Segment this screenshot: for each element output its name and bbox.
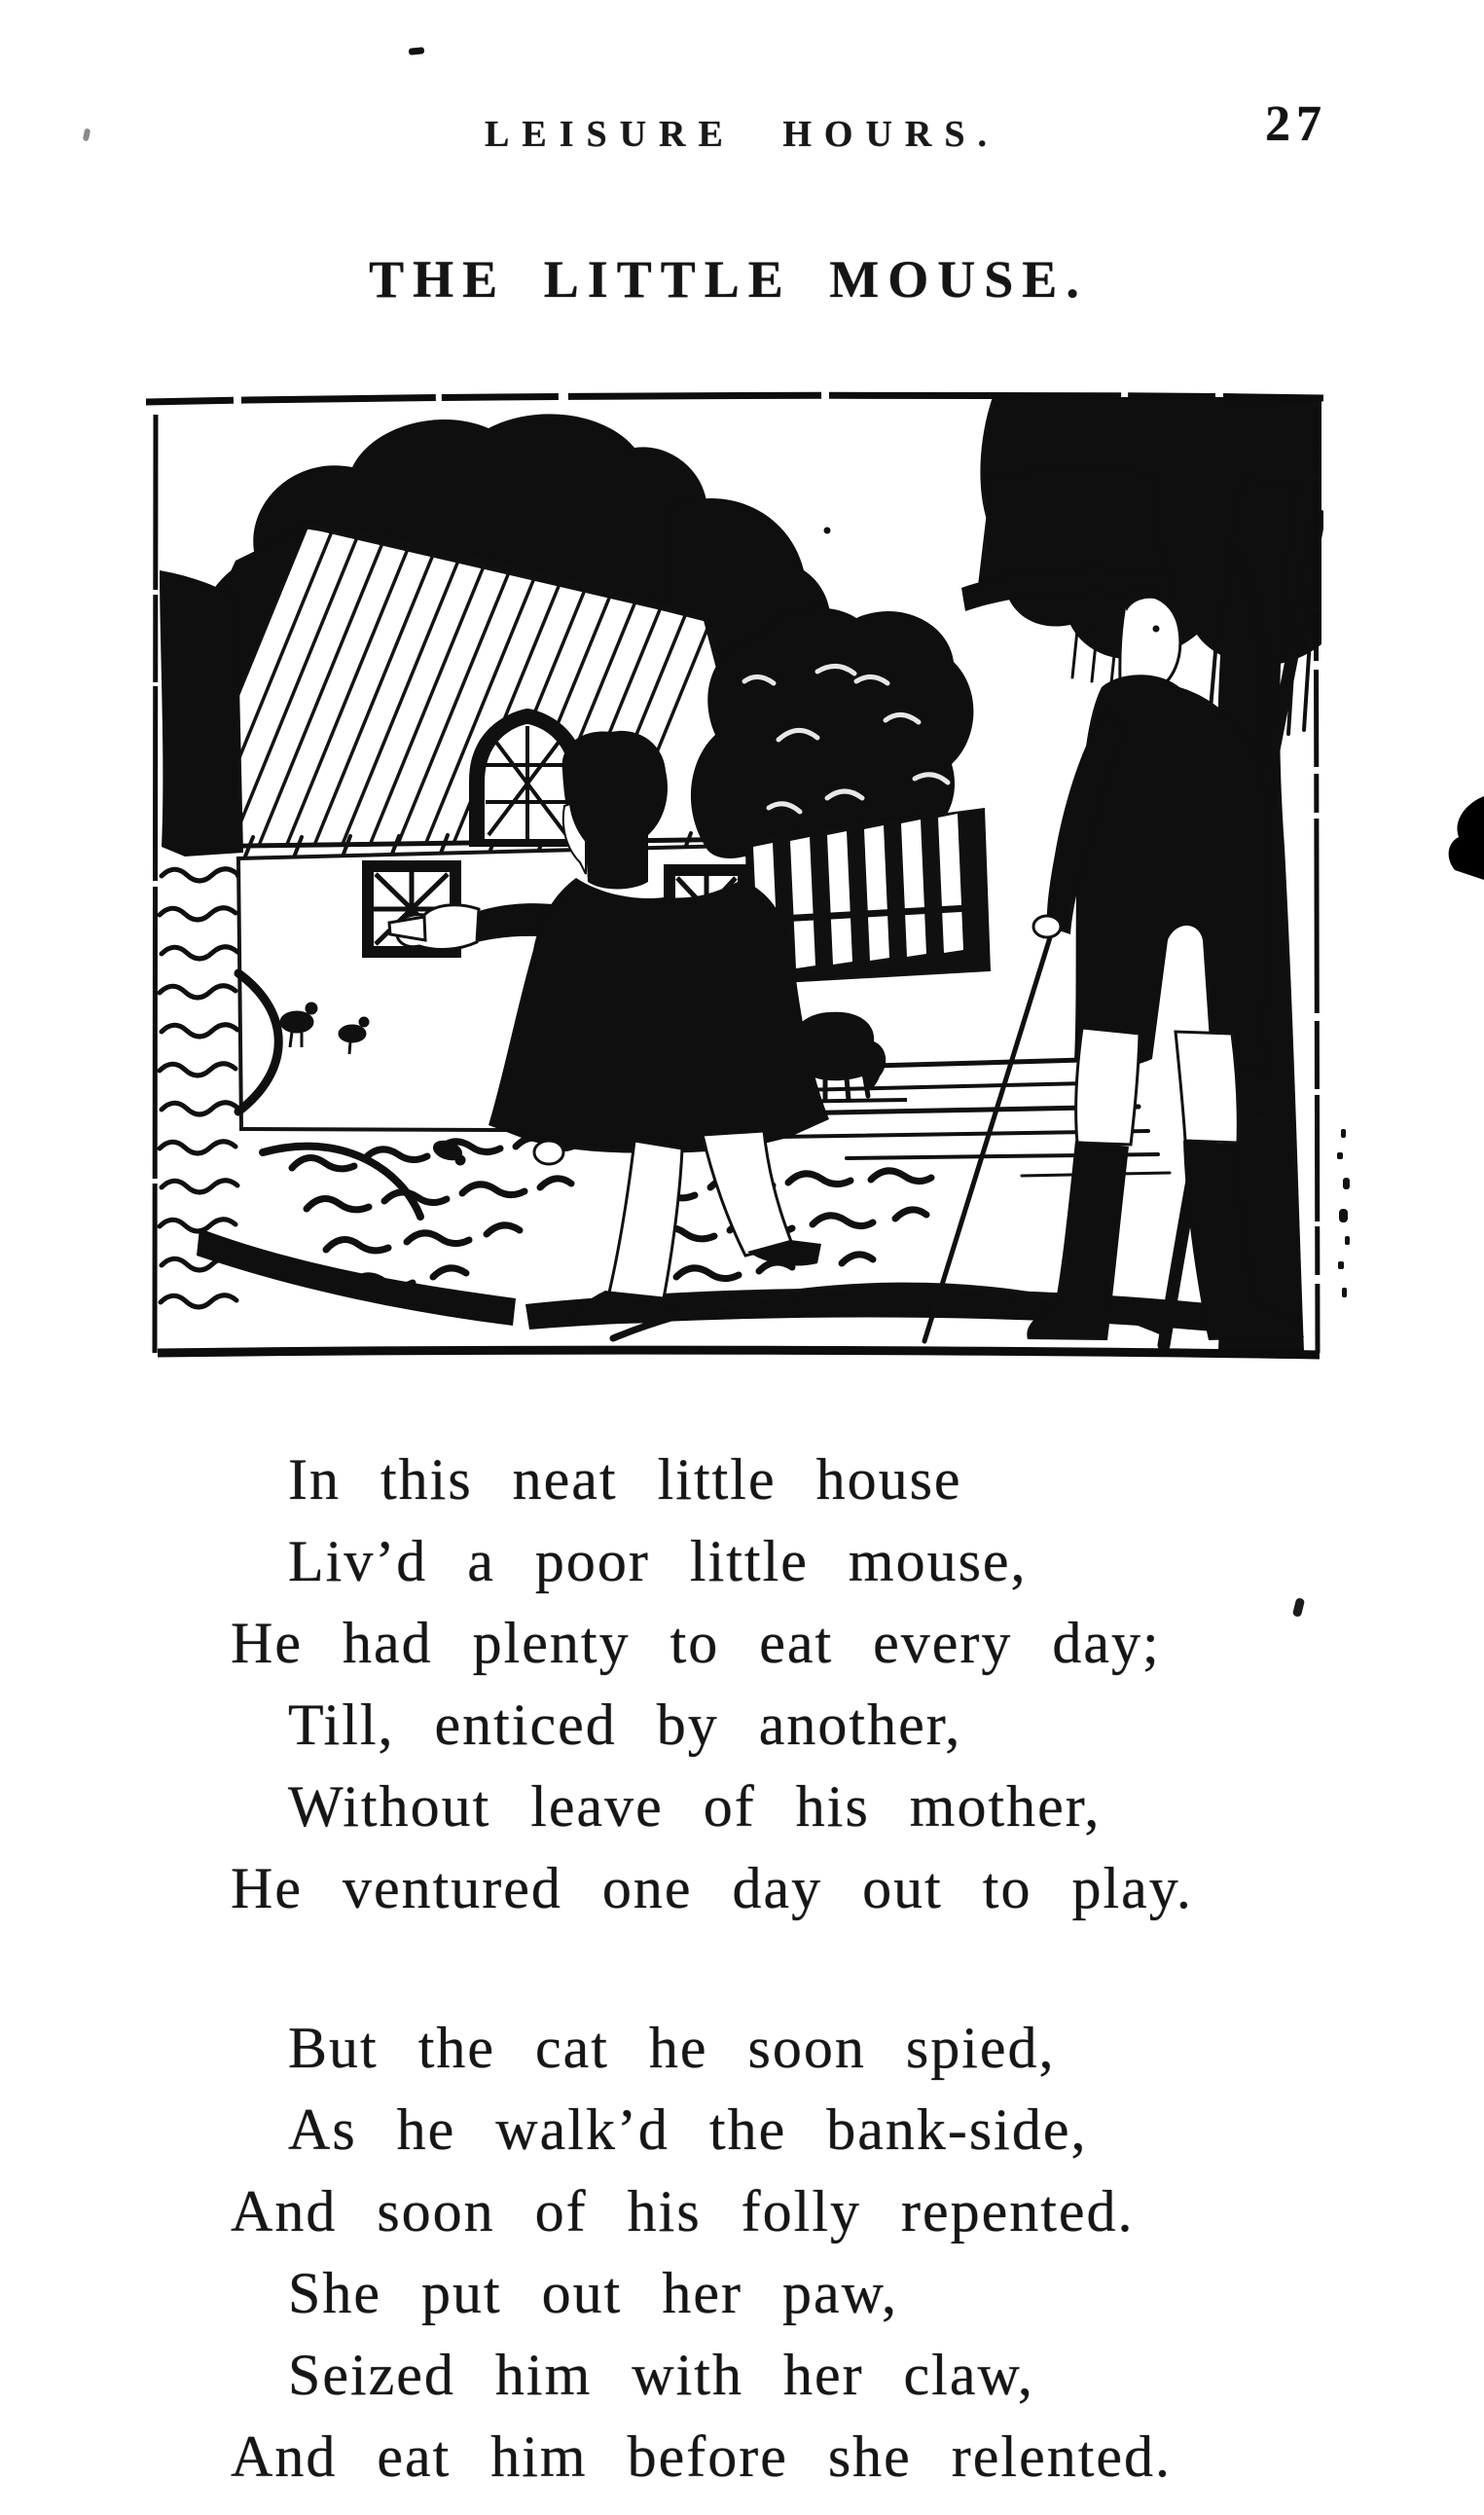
poem-line: He had plenty to eat every day; xyxy=(231,1611,1161,1675)
poem-line: She put out her paw, xyxy=(288,2261,899,2325)
poem-line: Liv’d a poor little mouse, xyxy=(288,1529,1028,1593)
poem-line: And eat him before she relented. xyxy=(231,2424,1173,2489)
poem xyxy=(231,1439,1369,2497)
poem-line: Without leave of his mother, xyxy=(288,1774,1102,1839)
ink-specks xyxy=(1335,1127,1360,1307)
ink-blot xyxy=(1447,794,1484,880)
sky-speck xyxy=(824,528,831,534)
poem-line: In this neat little house xyxy=(288,1447,962,1512)
cane xyxy=(924,934,1051,1341)
poem-line: Seized him with her claw, xyxy=(288,2343,1034,2407)
poem-line: As he walk’d the bank-side, xyxy=(288,2097,1088,2162)
ink-speck xyxy=(409,47,425,55)
poem-line: But the cat he soon spied, xyxy=(288,2016,1056,2080)
woodcut-scene xyxy=(146,389,1323,1363)
poem-line: He ventured one day out to play. xyxy=(231,1856,1193,1920)
poem-line: And soon of his folly repented. xyxy=(231,2179,1135,2243)
hand xyxy=(1033,916,1061,937)
poem-line: Till, enticed by another, xyxy=(288,1693,962,1757)
boy-trouser xyxy=(609,1141,682,1298)
page-title: THE LITTLE MOUSE. xyxy=(369,250,1088,309)
page-number: 27 xyxy=(1265,96,1327,152)
breeches xyxy=(1176,1032,1238,1143)
woodcut-illustration xyxy=(146,389,1323,1363)
running-header: LEISURE HOURS. xyxy=(485,114,999,155)
boy-hand xyxy=(534,1141,563,1164)
grass-texture xyxy=(292,1138,931,1287)
breeches xyxy=(1076,1028,1140,1145)
